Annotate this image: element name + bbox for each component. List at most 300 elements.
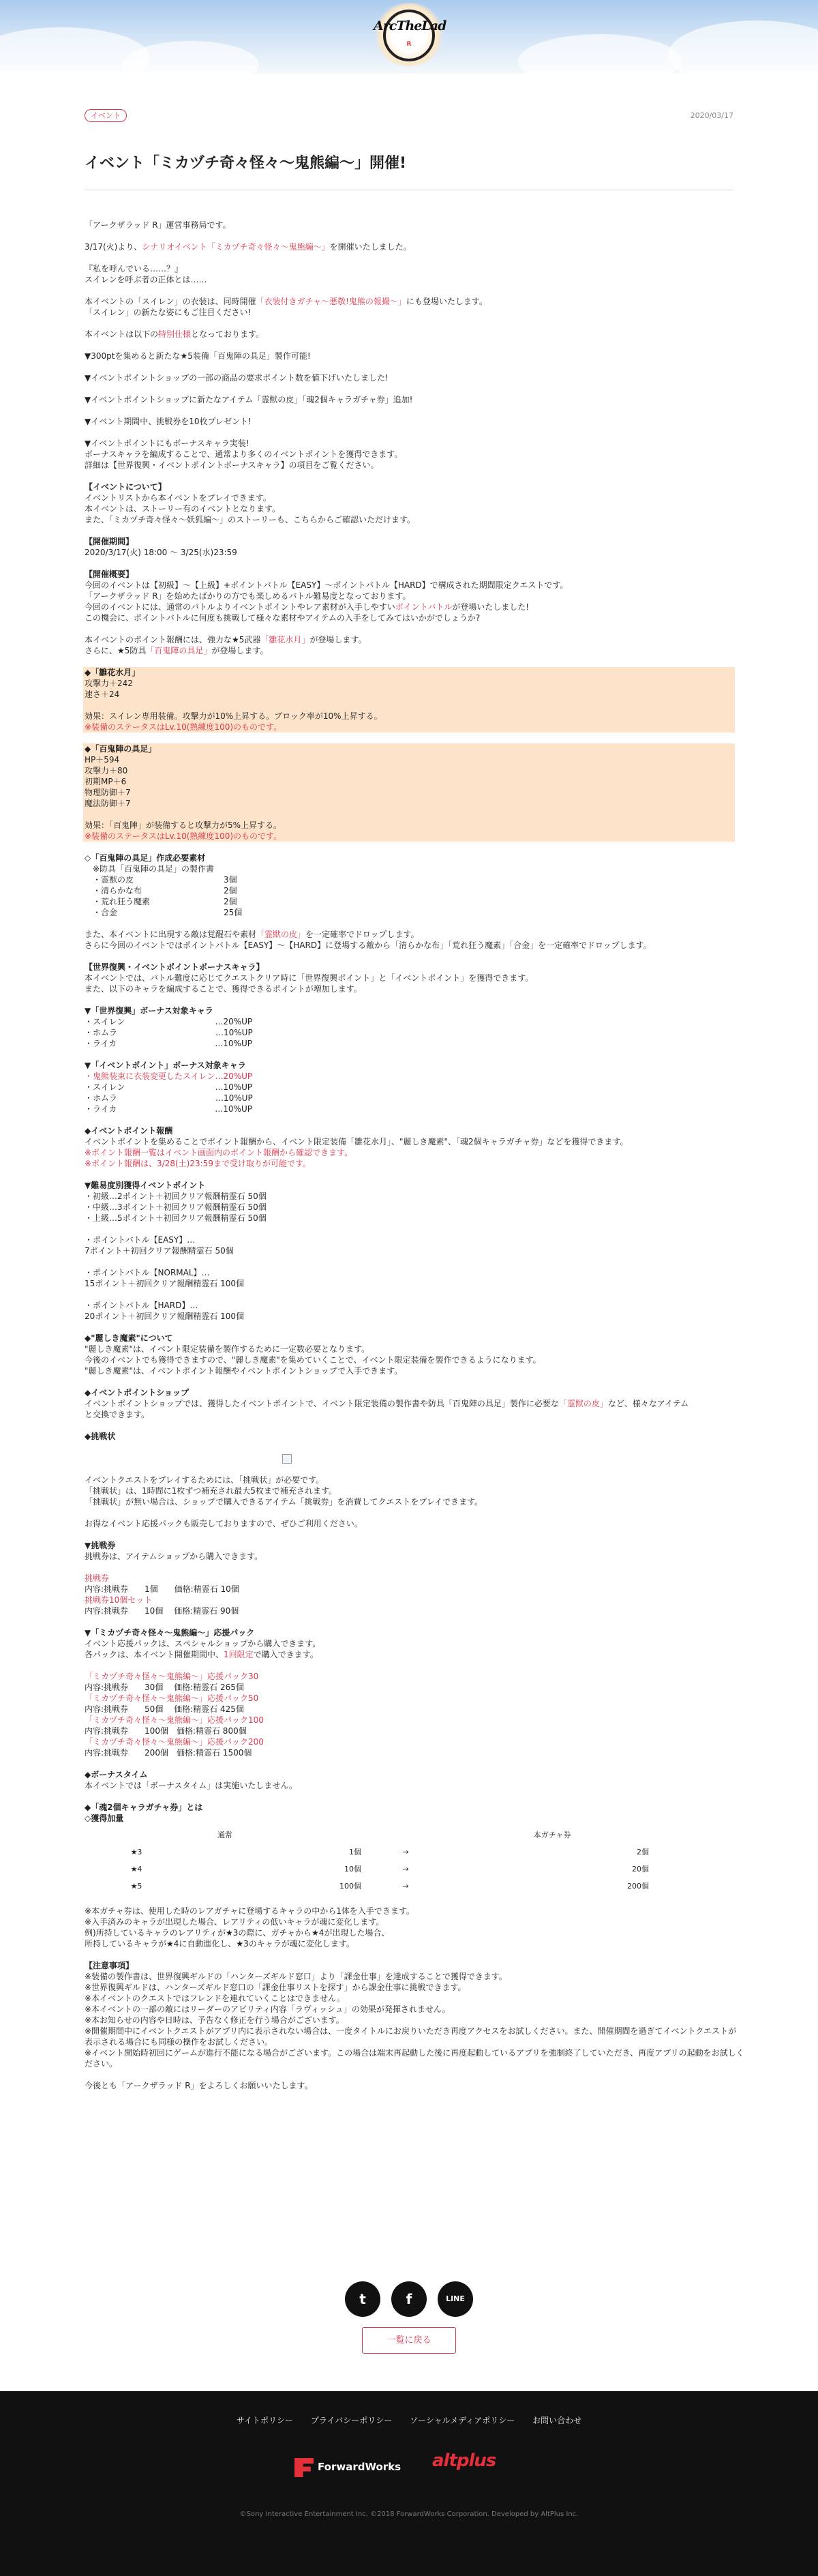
text-line — [85, 863, 733, 874]
body-text: が登場します。 — [211, 646, 269, 655]
forwardworks-logo-text: ForwardWorks — [318, 2461, 402, 2473]
body-text: ・霊獣の皮 3個 — [85, 875, 237, 885]
spacer — [85, 1507, 733, 1518]
body-text: ※装備の製作書は、世界復興ギルドの「ハンターズギルド窓口」より「課金仕事」を達成することで獲得できます。 — [85, 1972, 507, 1981]
body-text: ださい。 — [85, 2059, 118, 2069]
body-text: イベントポイントを集めることでポイント報酬から、イベント限定装備「雛花水月」、"麗しき魔素"、「魂2個キャラガチャ券」などを獲得できます。 — [85, 1137, 628, 1146]
spacer — [85, 918, 733, 929]
highlight-text: ※装備のステータスはLv.10(熟練度100)のものです。 — [85, 722, 282, 732]
heading-text: ◆「雛花水月」 — [85, 668, 140, 677]
body-text: が登場いたしました! — [452, 602, 530, 612]
body-text: ・ホムラ …10%UP — [85, 1028, 253, 1037]
spacer — [85, 231, 733, 241]
text-line — [85, 874, 733, 885]
text-line — [85, 1982, 733, 1993]
body-text: ※世界復興ギルドは、ハンターズギルド窓口の「課金仕事リストを探す」から課金仕事に挑戦できます。 — [85, 1983, 466, 1992]
body-text: 本イベントの「スイレン」の衣装は、同時開催 — [85, 297, 256, 306]
footer-nav — [0, 2415, 818, 2426]
text-line — [85, 1409, 733, 1420]
spacer — [85, 994, 733, 1005]
table-cell — [177, 1861, 273, 1878]
text-line — [85, 351, 733, 361]
text-line — [85, 798, 733, 809]
table-header — [273, 1826, 361, 1844]
body-text: 本イベントでは、バトル難度に応じてクエストクリア時に「世界復興ポイント」と「イベントポイント」を獲得できます。 — [85, 973, 534, 983]
text-line — [85, 1682, 733, 1693]
body-text: 内容:挑戦券 100個 価格:精霊石 800個 — [85, 1726, 247, 1736]
text-line — [85, 645, 733, 656]
text-line — [85, 634, 733, 645]
text-line — [85, 296, 733, 307]
text-line — [85, 591, 733, 602]
text-line — [85, 1300, 733, 1311]
text-line — [85, 1671, 733, 1682]
body-text: ▼イベント期間中、挑戦券を10枚プレゼント! — [85, 417, 252, 426]
text-line — [85, 1649, 733, 1660]
text-line — [85, 1938, 733, 1949]
body-text: ・ポイントバトル【NORMAL】… — [85, 1268, 210, 1277]
body-text: が登場します。 — [309, 635, 367, 645]
gacha-table — [95, 1826, 654, 1895]
body-text: 「スイレン」の新たな姿にもご注目ください! — [85, 308, 252, 317]
text-line — [85, 1147, 733, 1158]
heading-text: ▼「世界復興」ボーナス対象キャラ — [85, 1006, 213, 1016]
footer-link-privacy-policy[interactable]: プライバシーポリシー — [310, 2416, 393, 2425]
spacer — [85, 1562, 733, 1573]
text-line — [85, 678, 733, 689]
spacer — [85, 656, 733, 667]
table-cell: 1個 — [349, 1847, 361, 1856]
body-text: ※入手済みのキャラが出現した場合、レアリティの低いキャラが魂に変化します。 — [85, 1917, 384, 1927]
table-cell: ★4 — [130, 1864, 142, 1874]
text-line — [85, 1071, 733, 1082]
text-line — [85, 1971, 733, 1982]
highlight-text: 特別仕様 — [158, 329, 192, 339]
body-text: ※本イベントのクエストではフレンドを連れていくことはできません。 — [85, 1994, 345, 2003]
table-row — [95, 1844, 654, 1861]
text-line — [85, 776, 733, 787]
body-text: 今回のイベントは【初級】～【上級】+ポイントバトル【EASY】～ポイントバトル【HARD】で構成された期間限定クエストです。 — [85, 580, 569, 590]
text-line — [85, 2004, 733, 2015]
footer-link-site-policy[interactable]: サイトポリシー — [236, 2416, 294, 2425]
body-text: 内容:挑戦券 1個 価格:精霊石 10個 — [85, 1584, 239, 1594]
text-line — [85, 1104, 733, 1114]
body-text: 内容:挑戦券 200個 価格:精霊石 1500個 — [85, 1748, 252, 1758]
highlight-text: 「衣装付きガチャ～悪敬!鬼熊の報撮～」 — [256, 297, 406, 306]
body-text: 内容:挑戦券 50個 価格:精霊石 425個 — [85, 1704, 244, 1714]
spacer — [85, 1949, 733, 1960]
text-line — [85, 1906, 733, 1916]
spacer — [85, 2069, 733, 2080]
twitter-share-button[interactable] — [345, 2281, 380, 2317]
body-text: となっております。 — [191, 329, 264, 339]
text-line — [85, 241, 733, 252]
heading-text: ◆イベントポイントショップ — [85, 1388, 189, 1397]
heading-text: ◆挑戦状 — [85, 1432, 116, 1441]
body-text: ・上級…5ポイント＋初回クリア報酬精霊石 50個 — [85, 1213, 267, 1223]
text-line — [85, 1398, 733, 1409]
text-line — [85, 1769, 733, 1780]
body-text: 速さ＋24 — [85, 690, 120, 699]
text-line — [85, 722, 733, 732]
highlight-text: 挑戦券 — [85, 1573, 110, 1583]
table-header-row — [95, 1826, 654, 1844]
spacer — [85, 1758, 733, 1769]
body-text: など、様々なアイテム — [607, 1399, 689, 1408]
spacer — [85, 1322, 733, 1333]
text-line — [85, 438, 733, 449]
text-line — [85, 1005, 733, 1016]
heading-text: ◆"麗しき魔素"について — [85, 1333, 173, 1343]
forwardworks-mark-icon — [294, 2458, 314, 2477]
body-text: 15ポイント＋初回クリア報酬精霊石 100個 — [85, 1279, 244, 1288]
spacer — [85, 1660, 733, 1671]
table-cell: 20個 — [632, 1864, 649, 1874]
highlight-text: 挑戦券10個セット — [85, 1595, 153, 1605]
text-line — [85, 940, 733, 951]
body-text: 「アークザラッド R」を始めたばかりの方でも楽しめるバトル難易度となっております。 — [85, 591, 411, 601]
body-text: ▼イベントポイントショップに新たなアイテム「霊獣の皮」「魂2個キャラガチャ券」追加! — [85, 395, 413, 404]
text-line — [85, 1518, 733, 1529]
text-line — [85, 1638, 733, 1649]
highlight-text: 「ミカヅチ奇々怪々～鬼熊編～」応援パック100 — [85, 1715, 264, 1725]
text-line — [85, 1431, 733, 1442]
spacer — [85, 427, 733, 438]
text-line — [85, 1311, 733, 1322]
body-text: ※防具「百鬼陣の具足」の製作書 — [85, 864, 215, 874]
body-text: 内容:挑戦券 10個 価格:精霊石 90個 — [85, 1606, 239, 1616]
spacer — [85, 383, 733, 394]
text-line — [85, 1093, 733, 1104]
text-line — [85, 1627, 733, 1638]
highlight-text: 「霊獣の皮」 — [256, 930, 306, 939]
text-line — [85, 1333, 733, 1344]
text-line — [85, 1960, 733, 1971]
article-body — [85, 220, 744, 2091]
spacer — [85, 340, 733, 351]
body-text: さらに、★5防具 — [85, 646, 147, 655]
spacer — [85, 318, 733, 329]
altplus-logo[interactable]: altplus — [432, 2451, 496, 2471]
table-cell — [177, 1878, 273, 1895]
logo-ring — [383, 10, 435, 61]
table-cell: 2個 — [637, 1847, 649, 1856]
body-text: また、「ミカヅチ奇々怪々～妖狐編～」のストーリーも、こちらからご確認いただけます。 — [85, 515, 416, 524]
footer-link-social-media-policy[interactable]: ソーシャルメディアポリシー — [410, 2416, 515, 2425]
text-line — [85, 743, 733, 754]
site-logo[interactable] — [374, 3, 444, 67]
equipment-info-box — [83, 667, 735, 732]
text-line — [85, 1813, 733, 1824]
spacer — [85, 1376, 733, 1387]
body-text: 本イベントは、ストーリー有のイベントとなります。 — [85, 504, 281, 514]
text-line — [85, 1726, 733, 1736]
logo-subtext: R — [406, 41, 412, 48]
highlight-text: 「百鬼陣の具足」 — [146, 646, 212, 655]
text-line — [85, 569, 733, 580]
highlight-text: ※ポイント報酬は、3/28(土)23:59まで受け取りが可能です。 — [85, 1159, 311, 1168]
spacer — [85, 1791, 733, 1802]
spacer — [85, 525, 733, 536]
image-placeholder — [85, 1442, 733, 1475]
text-line — [85, 1993, 733, 2004]
text-line — [85, 2058, 733, 2069]
highlight-text: 「ミカヅチ奇々怪々～鬼熊編～」応援パック50 — [85, 1693, 259, 1703]
text-line — [85, 329, 733, 340]
highlight-text: 「ミカヅチ奇々怪々～鬼熊編～」応援パック30 — [85, 1672, 259, 1681]
text-line — [85, 1267, 733, 1278]
heading-text: 【世界復興・イベントポイントボーナスキャラ】 — [85, 962, 264, 972]
body-text: ・合金 25個 — [85, 908, 243, 917]
body-text: 今後のイベントでも獲得できますので、"麗しき魔素"を集めていくことで、イベント限定装備を製作できるようになります。 — [85, 1355, 541, 1365]
heading-text: ▼難易度別獲得イベントポイント — [85, 1181, 206, 1190]
spacer — [85, 732, 733, 743]
heading-text: ◆ボーナスタイム — [85, 1770, 148, 1779]
body-text: ・スイレン …20%UP — [85, 1017, 253, 1026]
highlight-text: 1回限定 — [224, 1650, 254, 1659]
table-row — [95, 1861, 654, 1878]
body-text: 詳細は【世界復興・イベントポイントボーナスキャラ】の項目をご覧ください。 — [85, 460, 379, 470]
heading-text: ◇獲得加量 — [85, 1813, 124, 1823]
heading-text: ◆「魂2個キャラガチャ券」とは — [85, 1803, 203, 1812]
text-line — [85, 765, 733, 776]
body-text: 攻撃力＋80 — [85, 766, 128, 775]
spacer — [85, 1256, 733, 1267]
spacer — [85, 842, 733, 853]
text-line — [85, 885, 733, 896]
highlight-text: 「ミカヅチ奇々怪々～鬼熊編～」応援パック200 — [85, 1737, 264, 1747]
text-line — [85, 1027, 733, 1038]
text-line — [85, 1016, 733, 1027]
body-text: 魔法防御＋7 — [85, 799, 131, 808]
table-header: 通常 — [217, 1830, 232, 1839]
table-cell — [177, 1844, 273, 1861]
body-text: 20ポイント＋初回クリア報酬精霊石 100個 — [85, 1312, 244, 1321]
body-text: 攻撃力＋242 — [85, 679, 133, 688]
text-line — [85, 503, 733, 514]
body-text: イベントクエストをプレイするためには、「挑戦状」が必要です。 — [85, 1475, 324, 1485]
text-line — [85, 1136, 733, 1147]
body-text: を一定確率でドロップします。 — [305, 930, 419, 939]
heading-text: ▼「ミカヅチ奇々怪々～鬼熊編～」応援パック — [85, 1628, 255, 1638]
table-row — [95, 1878, 654, 1895]
text-line — [85, 460, 733, 471]
body-text: ※本お知らせの内容や日時は、予告なく修正を行う場合がございます。 — [85, 2015, 344, 2025]
text-line — [85, 2080, 733, 2091]
text-line — [85, 1387, 733, 1398]
body-text: ▼イベントポイントにもボーナスキャラ実装! — [85, 439, 249, 448]
text-line — [85, 220, 733, 231]
text-line — [85, 962, 733, 973]
body-text: 『私を呼んでいる……？』 — [85, 264, 183, 273]
text-line — [85, 1551, 733, 1562]
line-share-button[interactable] — [438, 2281, 473, 2317]
copyright: ©Sony Interactive Entertainment Inc. ©2018 ForwardWorks Corporation. Developed by AltPlus Inc. — [239, 2511, 579, 2518]
body-text: イベント応援パックは、スペシャルショップから購入できます。 — [85, 1639, 321, 1648]
text-line — [85, 1082, 733, 1093]
spacer — [85, 252, 733, 263]
text-line — [85, 514, 733, 525]
highlight-text: ポイントバトル — [395, 602, 453, 612]
category-badge: イベント — [85, 109, 127, 122]
text-line — [85, 907, 733, 918]
body-text: 挑戦券は、アイテムショップから購入できます。 — [85, 1552, 263, 1561]
body-text: 例)所持しているキャラのレアリティが★3の際に、ガチャから★4が出現した場合、 — [85, 1928, 390, 1938]
article-content-notes — [85, 1895, 744, 2091]
text-line — [85, 983, 733, 994]
site-header — [0, 0, 818, 74]
text-line — [85, 1927, 733, 1938]
body-text: と交換できます。 — [85, 1410, 150, 1419]
table-header — [95, 1826, 177, 1844]
body-text: さらに今回のイベントではポイントバトル【EASY】～【HARD】に登場する敵から「清らかな布」「荒れ狂う魔素」「合金」を一定確率でドロップします。 — [85, 941, 652, 950]
text-line — [85, 689, 733, 700]
text-line — [85, 2015, 733, 2026]
heading-text: ▼挑戦券 — [85, 1541, 116, 1550]
text-line — [85, 2037, 733, 2047]
text-line — [85, 787, 733, 798]
spacer — [85, 951, 733, 962]
twitter-icon: t — [359, 2291, 366, 2307]
heading-text: ◇「百鬼陣の具足」作成必要素材 — [85, 853, 206, 863]
broken-image-icon — [282, 1454, 292, 1464]
body-text: HP＋594 — [85, 755, 120, 765]
body-text: ※開催期間中にイベントクエストがアプリ内に表示されない場合は、一度タイトルにお戻りいただき再度アクセスをお試しください。また、開催期間を過ぎてイベントクエストが — [85, 2026, 737, 2036]
body-text: 表示される場合にも同様の操作をお試しください。 — [85, 2037, 273, 2047]
line-icon: LINE — [446, 2294, 465, 2303]
text-line — [85, 1365, 733, 1376]
text-line — [85, 1060, 733, 1071]
body-text: ・清らかな布 2個 — [85, 886, 237, 895]
back-to-list-button[interactable]: 一覧に戻る — [362, 2327, 456, 2354]
text-line — [85, 1780, 733, 1791]
text-line — [85, 1213, 733, 1224]
body-text: この機会に、ポイントバトルに何度も挑戦して様々な素材やアイテムの入手をしてみてはいかがでしょうか? — [85, 613, 481, 623]
body-text: ・スイレン …10%UP — [85, 1082, 253, 1092]
equipment-info-box — [83, 743, 735, 842]
table-header — [361, 1826, 450, 1844]
text-line — [85, 1245, 733, 1256]
body-text: ・中級…3ポイント＋初回クリア報酬精霊石 50個 — [85, 1202, 267, 1212]
site-footer — [0, 2391, 818, 2576]
highlight-text: ※装備のステータスはLv.10(熟練度100)のものです。 — [85, 831, 282, 841]
heading-text: 【イベントについて】 — [85, 482, 166, 492]
table-cell: 10個 — [344, 1864, 361, 1874]
article-date: 2020/03/17 — [690, 111, 733, 120]
spacer — [85, 1114, 733, 1125]
text-line — [85, 1202, 733, 1213]
text-line — [85, 1475, 733, 1485]
spacer — [85, 1616, 733, 1627]
text-line — [85, 754, 733, 765]
spacer — [85, 471, 733, 482]
spacer — [85, 1049, 733, 1060]
text-line — [85, 263, 733, 274]
text-line — [85, 482, 733, 492]
body-text: ・ライカ …10%UP — [85, 1104, 252, 1114]
body-text: 所持しているキャラが★4に自動進化し、★3のキャラが魂に変化します。 — [85, 1939, 354, 1949]
text-line — [85, 536, 733, 547]
body-text: ・ライカ …10%UP — [85, 1039, 252, 1048]
body-text: ・初級…2ポイント＋初回クリア報酬精霊石 50個 — [85, 1191, 267, 1201]
spacer — [85, 1289, 733, 1300]
text-line — [85, 612, 733, 623]
facebook-icon: f — [406, 2291, 412, 2307]
body-text: ▼300ptを集めると新たな★5装備「百鬼陣の具足」製作可能! — [85, 351, 311, 361]
text-line — [85, 973, 733, 983]
body-text: 今後とも「アークザラッド R」をよろしくお願いいたします。 — [85, 2081, 313, 2090]
text-line — [85, 1485, 733, 1496]
forwardworks-logo[interactable] — [294, 2457, 404, 2478]
table-cell: → — [402, 1847, 409, 1856]
body-text: ▼イベントポイントショップの一部の商品の要求ポイント数を値下げいたしました! — [85, 373, 389, 383]
text-line — [85, 929, 733, 940]
text-line — [85, 1540, 733, 1551]
body-text: 「挑戦状」が無い場合は、ショップで購入できるアイテム「挑戦券」を消費してクエストをプレイできます。 — [85, 1497, 483, 1507]
footer-link-contact[interactable]: お問い合わせ — [532, 2416, 582, 2425]
text-line — [85, 1158, 733, 1169]
text-line — [85, 831, 733, 842]
body-text: 物理防御＋7 — [85, 788, 131, 797]
body-text: ※イベント開始時初回にゲームが進行不能になる場合がございます。この場合は端末再起動した後に再度起動しているアプリを強制終了していただき、再度アプリの起動をお試しく — [85, 2048, 744, 2058]
text-line — [85, 2047, 744, 2058]
spacer — [85, 809, 733, 820]
spacer — [85, 1420, 733, 1431]
body-text: ※本イベントの一部の敵にはリーダーのアビリティ内容「ラヴィッシュ」の効果が発揮されません。 — [85, 2004, 451, 2014]
spacer — [85, 285, 733, 296]
body-text: また、以下のキャラを編成することで、獲得できるポイントが増加します。 — [85, 984, 362, 994]
text-line — [85, 1191, 733, 1202]
text-line — [85, 1916, 733, 1927]
body-text: ・ポイントバトル【HARD】… — [85, 1301, 198, 1310]
body-text: 効果：「百鬼陣」が装備すると攻撃力が5%上昇する。 — [85, 820, 282, 830]
spacer — [85, 361, 733, 372]
text-line — [85, 307, 733, 318]
body-text: お得なイベント応援パックも販売しておりますので、ぜひご利用ください。 — [85, 1519, 363, 1528]
highlight-text: 「霊獣の皮」 — [558, 1399, 608, 1408]
table-cell: ★5 — [130, 1881, 142, 1891]
text-line — [85, 1234, 733, 1245]
body-text: 今回のイベントには、通常のバトルよりイベントポイントやレア素材が入手しやすい — [85, 602, 395, 612]
spacer — [85, 1169, 733, 1180]
text-line — [85, 1496, 733, 1507]
table-cell: ★3 — [130, 1847, 142, 1856]
body-text: ・荒れ狂う魔素 2個 — [85, 897, 237, 906]
body-text: "麗しき魔素"は、イベント限定装備を製作するために一定数必要となります。 — [85, 1344, 370, 1354]
table-cell: → — [402, 1881, 409, 1891]
logo-text: ArcTheLad — [374, 18, 446, 33]
table-header: 本ガチャ券 — [533, 1830, 571, 1839]
text-line — [85, 896, 733, 907]
body-text: 各パックは、本イベント開催期間中、 — [85, 1650, 224, 1659]
cloud-decoration — [518, 34, 682, 74]
spacer — [85, 405, 733, 416]
spacer — [85, 1224, 733, 1234]
facebook-share-button[interactable] — [391, 2281, 427, 2317]
body-text: 2020/3/17(火) 18:00 ～ 3/25(水)23:59 — [85, 548, 237, 557]
body-text: 本イベントのポイント報酬には、強力な★5武器 — [85, 635, 261, 645]
body-text: 効果：スイレン専用装備。攻撃力が10%上昇する。ブロック率が10%上昇する。 — [85, 711, 382, 721]
body-text: イベントリストから本イベントをプレイできます。 — [85, 493, 271, 503]
body-text: にも登場いたします。 — [406, 297, 487, 306]
body-text: スイレンを呼ぶ者の正体とは…… — [85, 275, 207, 284]
text-line — [85, 547, 733, 558]
text-line — [85, 1038, 733, 1049]
article-content — [85, 220, 733, 1442]
text-line — [85, 1278, 733, 1289]
body-text: を開催いたしました。 — [329, 242, 412, 252]
table-cell: → — [402, 1864, 409, 1874]
